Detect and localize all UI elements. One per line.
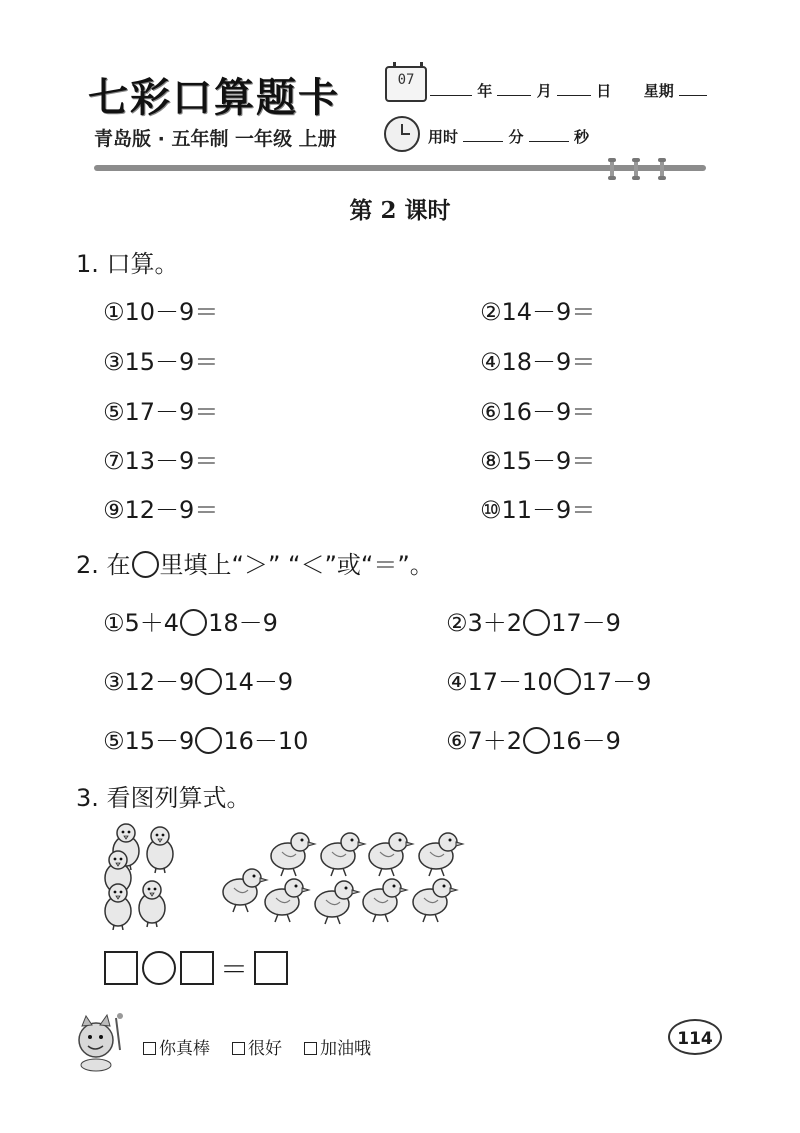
compare-item bbox=[446, 662, 651, 697]
compare-left: ⑤15－9 bbox=[103, 727, 195, 755]
compare-item bbox=[446, 721, 621, 756]
compare-answer-circle[interactable] bbox=[195, 668, 222, 695]
chick-icon bbox=[105, 884, 131, 930]
result-box[interactable] bbox=[254, 951, 288, 985]
rating-option[interactable] bbox=[143, 1034, 210, 1059]
compare-right: 18－9 bbox=[208, 609, 278, 637]
mental-calc-item[interactable]: ①10－9＝ bbox=[103, 298, 219, 326]
time-fields bbox=[428, 126, 589, 147]
answer-box[interactable] bbox=[180, 951, 214, 985]
mental-calc-item[interactable]: ⑤17－9＝ bbox=[103, 398, 219, 426]
chick-icon bbox=[265, 879, 309, 922]
year-blank[interactable] bbox=[430, 81, 472, 96]
mental-calc-item[interactable]: ④18－9＝ bbox=[480, 348, 596, 376]
month-label: 月 bbox=[536, 82, 552, 100]
mascot-icon bbox=[70, 1010, 130, 1072]
mental-calc-item[interactable]: ⑨12－9＝ bbox=[103, 496, 219, 524]
chick-icon bbox=[363, 879, 407, 922]
divider-pin bbox=[660, 158, 664, 180]
compare-right: 16－9 bbox=[551, 727, 621, 755]
compare-left: ⑥7＋2 bbox=[446, 727, 523, 755]
compare-left: ③12－9 bbox=[103, 668, 195, 696]
chick-icon bbox=[321, 833, 365, 876]
compare-item bbox=[446, 603, 621, 638]
minute-blank[interactable] bbox=[463, 127, 503, 142]
mental-calc-item[interactable]: ⑥16－9＝ bbox=[480, 398, 596, 426]
compare-left: ①5＋4 bbox=[103, 609, 180, 637]
rating-label: 加油哦 bbox=[320, 1039, 371, 1059]
weekday-label: 星期 bbox=[643, 82, 674, 100]
chick-icon bbox=[419, 833, 463, 876]
compare-left: ④17－10 bbox=[446, 668, 553, 696]
equals-sign: ＝ bbox=[220, 953, 249, 986]
chick-icon bbox=[315, 881, 359, 924]
section1-title: 1. 口算。 bbox=[76, 250, 179, 278]
compare-item bbox=[103, 662, 293, 697]
mental-calc-item[interactable]: ③15－9＝ bbox=[103, 348, 219, 376]
edition-subtitle: 青岛版 · 五年制 一年级 上册 bbox=[94, 128, 337, 150]
weekday-blank[interactable] bbox=[679, 81, 707, 96]
compare-answer-circle[interactable] bbox=[554, 668, 581, 695]
minute-label: 分 bbox=[508, 128, 524, 146]
rating-label: 你真棒 bbox=[159, 1039, 210, 1059]
year-label: 年 bbox=[477, 82, 493, 100]
rating-label: 很好 bbox=[248, 1039, 282, 1059]
day-label: 日 bbox=[596, 82, 612, 100]
mental-calc-item[interactable]: ②14－9＝ bbox=[480, 298, 596, 326]
section2-title bbox=[76, 545, 434, 580]
compare-answer-circle[interactable] bbox=[180, 609, 207, 636]
rating-option[interactable] bbox=[304, 1034, 371, 1059]
chick-icon bbox=[139, 881, 165, 927]
second-blank[interactable] bbox=[529, 127, 569, 142]
operator-circle[interactable] bbox=[142, 951, 176, 985]
compare-left: ②3＋2 bbox=[446, 609, 523, 637]
chick-icon bbox=[271, 833, 315, 876]
clock-icon bbox=[384, 116, 420, 152]
answer-box[interactable] bbox=[104, 951, 138, 985]
calendar-day: 07 bbox=[397, 72, 415, 88]
equation-row bbox=[104, 948, 288, 988]
brand-title: 七彩口算题卡 bbox=[88, 74, 340, 121]
compare-item bbox=[103, 721, 308, 756]
divider-pin bbox=[634, 158, 638, 180]
compare-answer-circle[interactable] bbox=[195, 727, 222, 754]
date-fields bbox=[430, 80, 707, 101]
compare-circle-icon bbox=[132, 551, 159, 578]
mental-calc-item[interactable]: ⑩11－9＝ bbox=[480, 496, 596, 524]
chicks-illustration bbox=[100, 820, 480, 930]
compare-answer-circle[interactable] bbox=[523, 727, 550, 754]
mental-calc-item[interactable]: ⑦13－9＝ bbox=[103, 447, 219, 475]
section2-title-prefix: 2. 在 bbox=[76, 551, 131, 579]
month-blank[interactable] bbox=[497, 81, 531, 96]
lesson-title: 第 2 课时 bbox=[349, 197, 451, 224]
rating-option[interactable] bbox=[232, 1034, 282, 1059]
compare-right: 17－9 bbox=[551, 609, 621, 637]
divider-pin bbox=[610, 158, 614, 180]
chick-icon bbox=[147, 827, 173, 873]
chick-icon bbox=[413, 879, 457, 922]
compare-right: 16－10 bbox=[223, 727, 309, 755]
day-blank[interactable] bbox=[557, 81, 591, 96]
mental-calc-item[interactable]: ⑧15－9＝ bbox=[480, 447, 596, 475]
second-label: 秒 bbox=[573, 128, 589, 146]
calendar-icon bbox=[385, 66, 427, 102]
rating-checkbox[interactable] bbox=[232, 1042, 245, 1055]
chick-icon bbox=[369, 833, 413, 876]
section2-title-suffix: 里填上“＞” “＜”或“＝”。 bbox=[159, 551, 434, 579]
compare-right: 14－9 bbox=[223, 668, 294, 696]
rating-checkbox[interactable] bbox=[304, 1042, 317, 1055]
chick-icon bbox=[223, 869, 267, 912]
compare-item bbox=[103, 603, 278, 638]
compare-answer-circle[interactable] bbox=[523, 609, 550, 636]
compare-right: 17－9 bbox=[581, 668, 652, 696]
page-number: 114 bbox=[668, 1019, 722, 1055]
rating-checkbox[interactable] bbox=[143, 1042, 156, 1055]
section3-title: 3. 看图列算式。 bbox=[76, 784, 251, 812]
header-divider bbox=[94, 165, 706, 171]
time-used-label: 用时 bbox=[428, 128, 459, 146]
